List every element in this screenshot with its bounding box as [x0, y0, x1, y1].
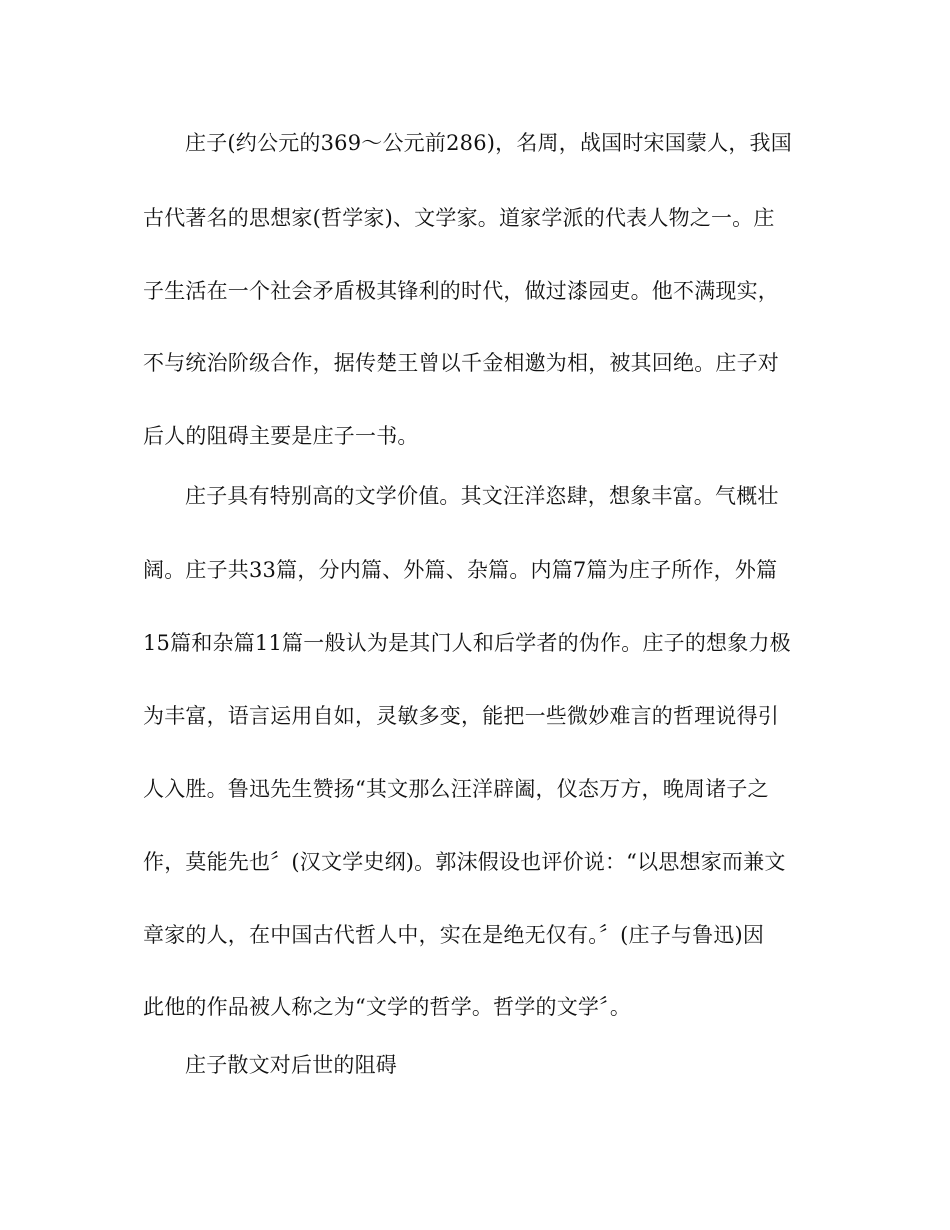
- paragraph-2-line-2: 阔。庄子共33篇，分内篇、外篇、杂篇。内篇7篇为庄子所作，外篇: [143, 558, 778, 582]
- paragraph-2-line-8: 此他的作品被人称之为“文学的哲学。哲学的文学〞。: [143, 995, 632, 1019]
- section-heading: 庄子散文对后世的阻碍: [185, 1053, 397, 1077]
- paragraph-2-line-6: 作，莫能先也〞(汉文学史纲)。郭沫假设也评价说：“以思想家而兼文: [143, 850, 786, 874]
- paragraph-1-line-1: 庄子(约公元的369～公元前286)，名周，战国时宋国蒙人，我国: [185, 131, 792, 155]
- paragraph-1-line-4: 不与统治阶级合作，据传楚王曾以千金相邀为相，被其回绝。庄子对: [143, 351, 779, 375]
- paragraph-2-line-4: 为丰富，语言运用自如，灵敏多变，能把一些微妙难言的哲理说得引: [143, 704, 779, 728]
- paragraph-1-line-3: 子生活在一个社会矛盾极其锋利的时代，做过漆园吏。他不满现实，: [143, 279, 779, 303]
- paragraph-2-line-1: 庄子具有特别高的文学价值。其文汪洋恣肆，想象丰富。气概壮: [185, 484, 779, 508]
- paragraph-1-line-5: 后人的阻碍主要是庄子一书。: [143, 424, 419, 448]
- paragraph-2-line-7: 章家的人，在中国古代哲人中，实在是绝无仅有。〞(庄子与鲁迅)因: [143, 923, 765, 947]
- paragraph-1-line-2: 古代著名的思想家(哲学家)、文学家。道家学派的代表人物之一。庄: [143, 206, 775, 230]
- paragraph-2-line-3: 15篇和杂篇11篇一般认为是其门人和后学者的伪作。庄子的想象力极: [143, 631, 791, 655]
- paragraph-2-line-5: 人入胜。鲁迅先生赞扬“其文那么汪洋辟阖，仪态万方，晚周诸子之: [143, 777, 769, 801]
